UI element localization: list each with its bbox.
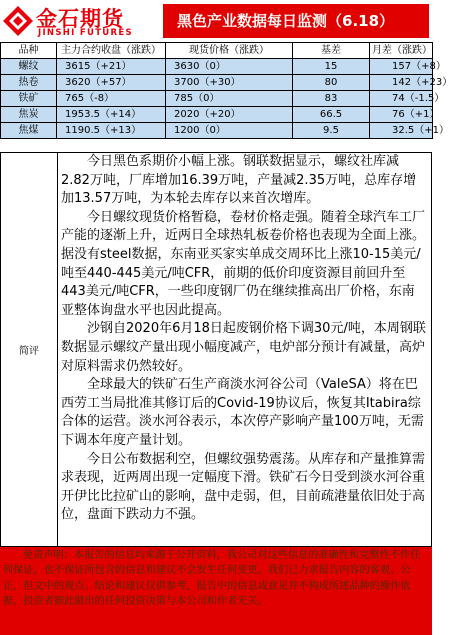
logo-chinese-text: 金石期货 bbox=[36, 7, 124, 31]
logo-emblem-icon bbox=[2, 5, 34, 37]
spot-cell: 3700（+30） bbox=[166, 75, 293, 91]
column-header-spot-price: 现货价格（涨跌） bbox=[166, 43, 293, 59]
futures-cell: 3615（+21） bbox=[57, 59, 166, 75]
commentary-section bbox=[0, 152, 432, 547]
report-header bbox=[0, 0, 432, 42]
spread-cell: 76（+1） bbox=[370, 107, 433, 123]
logo-english-text: JINSHI FUTURES bbox=[38, 28, 133, 38]
table-row bbox=[1, 107, 433, 123]
commentary-paragraph: 今日黑色系期价小幅上涨。钢联数据显示，螺纹社库减2.82万吨，厂库增加16.39万吨，产量减2.35万吨，总库存增加13.57万吨，为本轮去库存以来首次增库。 bbox=[61, 154, 417, 207]
commentary-text bbox=[61, 153, 427, 525]
column-header-month-spread: 月差（涨跌） bbox=[370, 43, 433, 59]
futures-cell: 1190.5（+13） bbox=[57, 123, 166, 139]
variety-cell: 热卷 bbox=[1, 75, 57, 91]
commentary-paragraph: 全球最大的铁矿石生产商淡水河谷公司（ValeSA）将在巴西劳工当局批准其修订后的Covid-19协议后，恢复其Itabira综合体的运营。淡水河谷表示，本次停产影响产量100万吨，无需下调本年度产量计划。 bbox=[61, 377, 424, 448]
futures-cell: 1953.5（+14） bbox=[57, 107, 166, 123]
spot-cell: 785（0） bbox=[166, 91, 293, 107]
disclaimer-box bbox=[0, 547, 432, 635]
spot-cell: 1200（0） bbox=[166, 123, 293, 139]
spot-cell: 3630（0） bbox=[166, 59, 293, 75]
basis-cell: 83 bbox=[293, 91, 370, 107]
basis-cell: 15 bbox=[293, 59, 370, 75]
disclaimer-text: 免责声明：本报告的信息均来源于公开资料，我公司对这些信息的准确性和完整性不作任何保证，也不保证所包含的信息和建议不会发生任何变更。我们已力求报告内容的客观、公正，但文中的观点、结论和建议仅供参考，报告中的信息或意见并不构成所述品种的操作依据，投资者据此做出的任何投资决策与本公司和作者无关。 bbox=[3, 550, 421, 608]
table-header-row bbox=[1, 43, 433, 59]
spread-cell: 142（+23） bbox=[370, 75, 433, 91]
table-row bbox=[1, 123, 433, 139]
commentary-paragraph: 沙钢自2020年6月18日起废钢价格下调30元/吨，本周钢联数据显示螺纹产量出现小幅度减产，电炉部分预计有减量，高炉对原料需求仍然较好。 bbox=[61, 321, 426, 374]
commentary-label: 简评 bbox=[1, 153, 58, 546]
table-row bbox=[1, 59, 433, 75]
report-title: 黑色产业数据每日监测（6.18） bbox=[163, 4, 429, 38]
column-header-basis: 基差 bbox=[293, 43, 370, 59]
spread-cell: 74（-1.5） bbox=[370, 91, 433, 107]
variety-cell: 铁矿 bbox=[1, 91, 57, 107]
variety-cell: 螺纹 bbox=[1, 59, 57, 75]
spot-cell: 2020（+20） bbox=[166, 107, 293, 123]
table-row bbox=[1, 75, 433, 91]
basis-cell: 80 bbox=[293, 75, 370, 91]
variety-cell: 焦煤 bbox=[1, 123, 57, 139]
column-header-futures-close: 主力合约收盘（涨跌） bbox=[57, 43, 166, 59]
table-row bbox=[1, 91, 433, 107]
futures-cell: 765（-8） bbox=[57, 91, 166, 107]
commentary-paragraph: 今日公布数据利空，但螺纹强势震荡。从库存和产量推算需求表现，近两周出现一定幅度下滑。铁矿石今日受到淡水河谷重开伊比比拉矿山的影响，盘中走弱，但，目前疏港量依旧处于高位，盘面下跌动力不强。 bbox=[61, 451, 426, 523]
commentary-paragraph: 今日螺纹现货价格暂稳，卷材价格走强。随着全球汽车工厂产能的逐渐上升，近两日全球热轧板卷价格也表现为全面上涨。据没有steel数据，东南亚买家实单成交周环比上涨10-15美元/吨至440-445美元/吨CFR，前期的低价印度资源目前回升至443美元/吨CFR，一些印度钢厂仍在继续推高出厂价格，东南亚整体询盘水平也因此提高。 bbox=[61, 209, 426, 318]
column-header-variety: 品种 bbox=[1, 43, 57, 59]
basis-cell: 66.5 bbox=[293, 107, 370, 123]
company-logo bbox=[2, 1, 162, 41]
basis-cell: 9.5 bbox=[293, 123, 370, 139]
market-data-table bbox=[0, 42, 452, 139]
futures-cell: 3620（+57） bbox=[57, 75, 166, 91]
spread-cell: 32.5（+1） bbox=[370, 123, 433, 139]
variety-cell: 焦炭 bbox=[1, 107, 57, 123]
spread-cell: 157（+8） bbox=[370, 59, 433, 75]
